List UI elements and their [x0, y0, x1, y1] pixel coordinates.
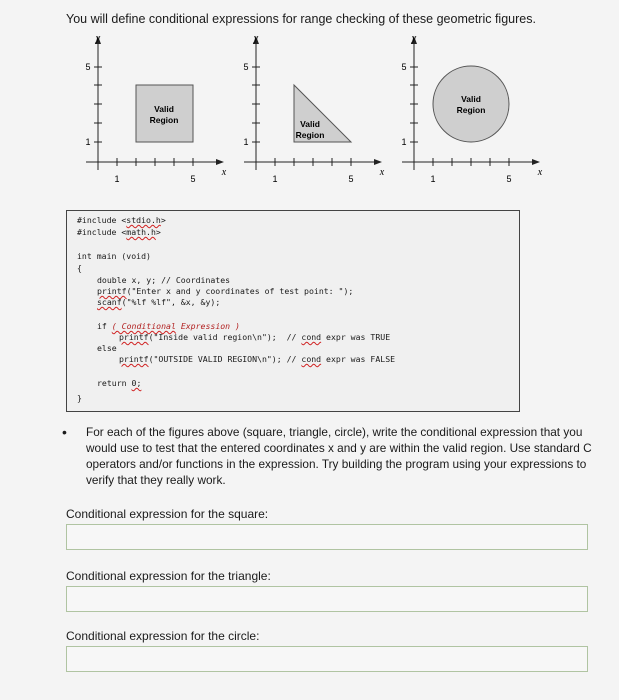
- code-token: printf: [119, 332, 149, 342]
- code-token: >: [160, 215, 166, 225]
- y-tick-5: 5: [85, 62, 91, 72]
- square-question-label: Conditional expression for the square:: [66, 507, 269, 521]
- circle-plot: [394, 30, 554, 190]
- square-plot: [78, 30, 228, 190]
- code-line-return: [97, 378, 141, 389]
- code-line-close-brace: }: [77, 393, 82, 403]
- x-axis-label: x: [221, 167, 227, 178]
- code-token: cond: [301, 332, 322, 342]
- code-token: ("Inside valid region\n"); //: [148, 332, 302, 342]
- code-token: expr was FALSE: [321, 354, 396, 364]
- triangle-question-label: Conditional expression for the triangle:: [66, 569, 271, 583]
- instruction-text: For each of the figures above (square, triangle, circle), write the conditional expression that you would use to test that the entered coordinates x and y are within the valid region. Use standard C operators and/or functions in the expression. Try building the program using your expressions to verify that they really work.: [86, 425, 592, 487]
- y-axis-label: y: [95, 33, 101, 44]
- triangle-label-line2: Region: [295, 130, 325, 140]
- x-tick-1: 1: [272, 174, 278, 184]
- code-token: ("Enter x and y coordinates of test point: ");: [126, 286, 354, 296]
- code-token: expr was TRUE: [321, 332, 391, 342]
- code-line-declare: double x, y; // Coordinates: [97, 275, 231, 285]
- bullet-icon: •: [62, 424, 67, 440]
- code-token: scanf: [97, 297, 122, 307]
- code-token: cond: [301, 354, 322, 364]
- code-line-printf-inside: [119, 332, 390, 343]
- y-tick-5: 5: [243, 62, 249, 72]
- circle-label-line2: Region: [456, 105, 486, 115]
- x-arrow-icon: [532, 159, 540, 165]
- code-token: return: [97, 378, 132, 388]
- code-line-include-math: [77, 227, 161, 238]
- code-line-main: int main (void): [77, 251, 151, 261]
- triangle-figure: [236, 30, 386, 195]
- code-token: ("OUTSIDE VALID REGION\n"); //: [148, 354, 302, 364]
- circle-label-line1: Valid: [461, 94, 481, 104]
- code-token: >: [155, 227, 161, 237]
- x-tick-5: 5: [348, 174, 354, 184]
- code-token: ("%lf %lf", &x, &y);: [121, 297, 221, 307]
- code-line-printf-prompt: [97, 286, 353, 297]
- x-tick-1: 1: [430, 174, 436, 184]
- code-token: if: [97, 321, 112, 331]
- triangle-answer-field[interactable]: [66, 586, 588, 612]
- x-axis-label: x: [379, 167, 385, 178]
- code-line-include-stdio: [77, 215, 166, 226]
- code-token: 0;: [131, 378, 142, 388]
- code-line-printf-outside: [119, 354, 395, 365]
- y-tick-5: 5: [401, 62, 407, 72]
- x-tick-5: 5: [506, 174, 512, 184]
- y-axis-label: y: [411, 33, 417, 44]
- triangle-label-line1: Valid: [300, 119, 320, 129]
- code-token: Expression ): [175, 321, 240, 331]
- y-tick-1: 1: [401, 137, 407, 147]
- code-token: printf: [97, 286, 127, 296]
- circle-region: [433, 66, 509, 142]
- circle-question-label: Conditional expression for the circle:: [66, 629, 260, 643]
- x-arrow-icon: [374, 159, 382, 165]
- square-label-line1: Valid: [154, 104, 174, 114]
- code-token: stdio.h: [126, 215, 161, 225]
- code-listing: [66, 210, 520, 412]
- code-line-scanf: [97, 297, 220, 308]
- code-token: #include <: [77, 215, 127, 225]
- code-line-else: else: [97, 343, 117, 353]
- square-answer-field[interactable]: [66, 524, 588, 550]
- x-tick-5: 5: [190, 174, 196, 184]
- square-label-line2: Region: [149, 115, 179, 125]
- code-line-if: [97, 321, 240, 332]
- circle-answer-field[interactable]: [66, 646, 588, 672]
- code-token: ( Conditional: [111, 321, 176, 331]
- code-token: math.h: [126, 227, 156, 237]
- x-tick-1: 1: [114, 174, 120, 184]
- intro-text: You will define conditional expressions for range checking of these geometric figures.: [66, 12, 536, 26]
- triangle-plot: [236, 30, 386, 190]
- square-figure: [78, 30, 228, 195]
- x-axis-label: x: [537, 167, 543, 178]
- y-tick-1: 1: [85, 137, 91, 147]
- y-axis-label: y: [253, 33, 259, 44]
- code-line-open-brace: {: [77, 263, 82, 273]
- x-arrow-icon: [216, 159, 224, 165]
- y-tick-1: 1: [243, 137, 249, 147]
- circle-figure: [394, 30, 554, 195]
- code-token: #include <: [77, 227, 127, 237]
- code-token: printf: [119, 354, 149, 364]
